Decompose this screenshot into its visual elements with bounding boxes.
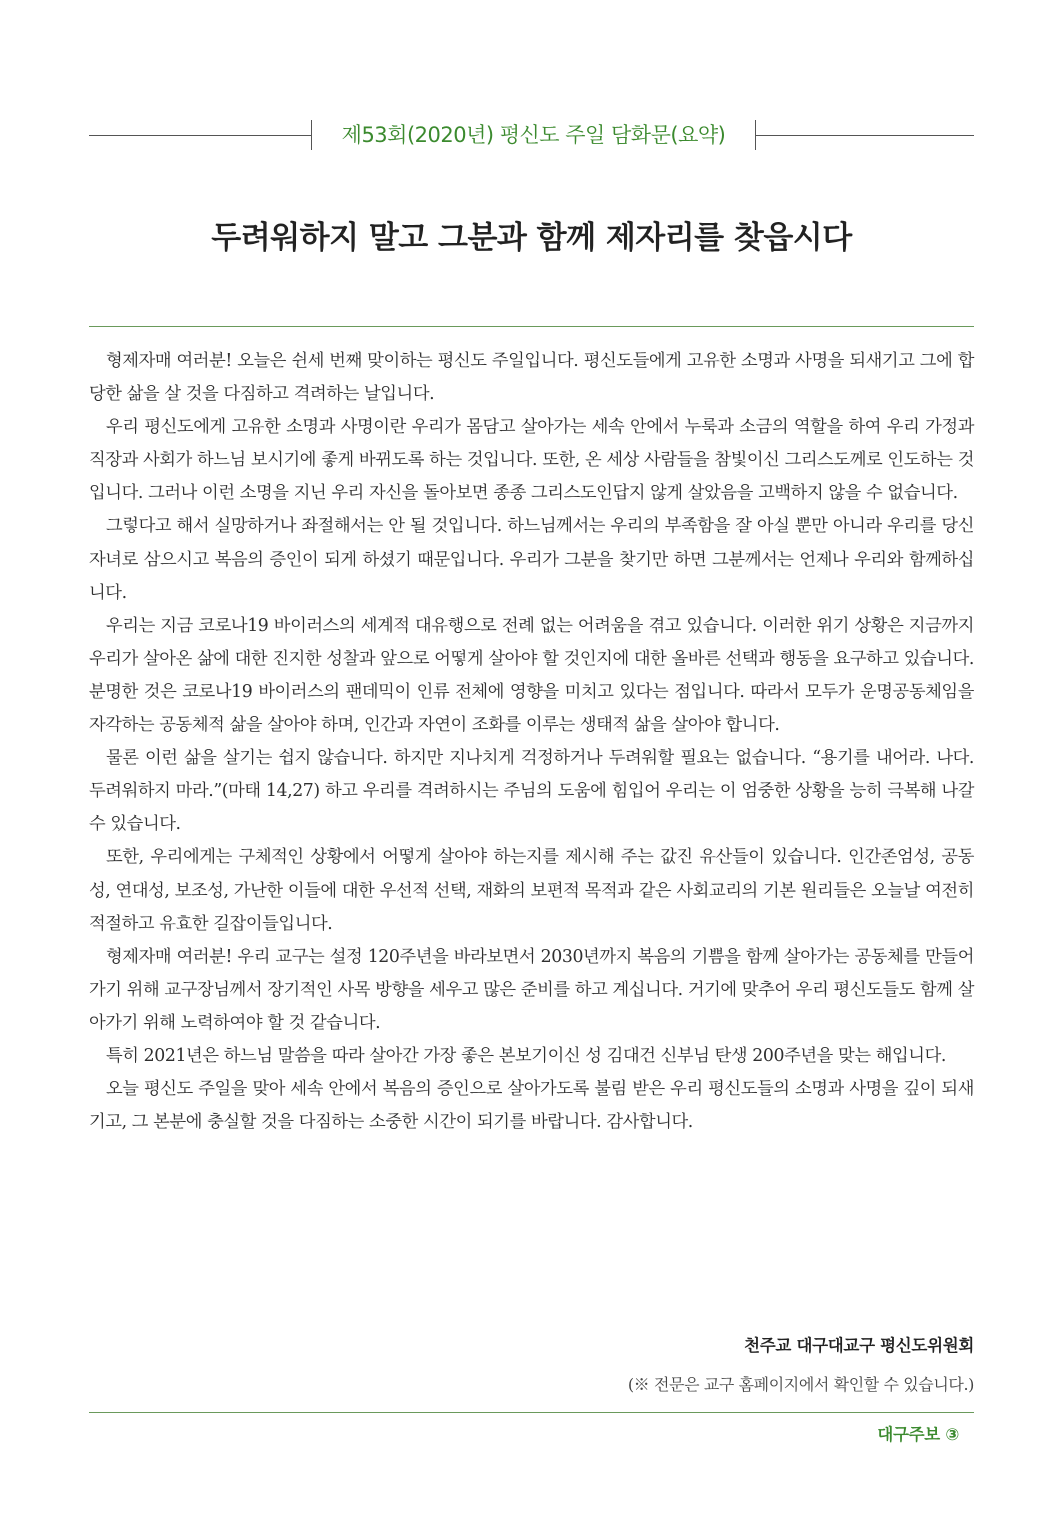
paragraph: 형제자매 여러분! 우리 교구는 설정 120주년을 바라보면서 2030년까지 복음의 기쁨을 함께 살아가는 공동체를 만들어가기 위해 교구장님께서 장기적인 사목 방향을 세우고 많은 준비를 하고 계십니다. 거기에 맞추어 우리 평신도들도 함께 살아가기 위해 노력하여야 할 것 같습니다. <box>89 946 974 1033</box>
page-footer: 대구주보 ③ <box>877 1425 959 1444</box>
header-bar <box>89 112 974 158</box>
paragraph: 형제자매 여러분! 오늘은 쉰세 번째 맞이하는 평신도 주일입니다. 평신도들에게 고유한 소명과 사명을 되새기고 그에 합당한 삶을 살 것을 다짐하고 격려하는 날입니다. <box>89 351 974 405</box>
paragraph: 물론 이런 삶을 살기는 쉽지 않습니다. 하지만 지나치게 걱정하거나 두려워할 필요는 없습니다. “용기를 내어라. 나다. 두려워하지 마라.”(마태 14,27) 하고 우리를 격려하시는 주님의 도움에 힘입어 우리는 이 엄중한 상황을 능히 극복해 나갈 수 있습니다. <box>89 748 974 835</box>
signature: 천주교 대구대교구 평신도위원회 <box>744 1336 974 1355</box>
header-rule-right <box>756 135 974 136</box>
header-rule-left <box>89 135 311 136</box>
paragraph: 또한, 우리에게는 구체적인 상황에서 어떻게 살아야 하는지를 제시해 주는 값진 유산들이 있습니다. 인간존엄성, 공동성, 연대성, 보조성, 가난한 이들에 대한 우선적 선택, 재화의 보편적 목적과 같은 사회교리의 기본 원리들은 오늘날 여전히 적절하고 유효한 길잡이들입니다. <box>89 847 975 934</box>
article-body <box>89 345 974 1139</box>
paragraph: 오늘 평신도 주일을 맞아 세속 안에서 복음의 증인으로 살아가도록 불림 받은 우리 평신도들의 소명과 사명을 깊이 되새기고, 그 본분에 충실할 것을 다짐하는 소중한 시간이 되기를 바랍니다. 감사합니다. <box>89 1079 974 1133</box>
divider-top <box>89 326 974 327</box>
paragraph: 그렇다고 해서 실망하거나 좌절해서는 안 될 것입니다. 하느님께서는 우리의 부족함을 잘 아실 뿐만 아니라 우리를 당신 자녀로 삼으시고 복음의 증인이 되게 하셨기 때문입니다. 우리가 그분을 찾기만 하면 그분께서는 언제나 우리와 함께하십니다. <box>89 516 974 603</box>
paragraph: 우리는 지금 코로나19 바이러스의 세계적 대유행으로 전례 없는 어려움을 겪고 있습니다. 이러한 위기 상황은 지금까지 우리가 살아온 삶에 대한 진지한 성찰과 앞으로 어떻게 살아야 할 것인지에 대한 올바른 선택과 행동을 요구하고 있습니다. 분명한 것은 코로나19 바이러스의 팬데믹이 인류 전체에 영향을 미치고 있다는 점입니다. 따라서 모두가 운명공동체임을 자각하는 공동체적 삶을 살아야 하며, 인간과 자연이 조화를 이루는 생태적 삶을 살아야 합니다. <box>89 615 975 736</box>
paragraph: 특히 2021년은 하느님 말씀을 따라 살아간 가장 좋은 본보기이신 성 김대건 신부님 탄생 200주년을 맞는 해입니다. <box>106 1045 946 1066</box>
footnote: (※ 전문은 교구 홈페이지에서 확인할 수 있습니다.) <box>627 1375 974 1394</box>
paragraph: 우리 평신도에게 고유한 소명과 사명이란 우리가 몸담고 살아가는 세속 안에서 누룩과 소금의 역할을 하여 우리 가정과 직장과 사회가 하느님 보시기에 좋게 바뀌도록 하는 것입니다. 또한, 온 세상 사람들을 참빛이신 그리스도께로 인도하는 것입니다. 그러나 이런 소명을 지닌 우리 자신을 돌아보면 종종 그리스도인답지 않게 살았음을 고백하지 않을 수 없습니다. <box>89 417 974 504</box>
page-title: 두려워하지 말고 그분과 함께 제자리를 찾읍시다 <box>211 220 852 256</box>
header-subtitle: 제53회(2020년) 평신도 주일 담화문(요약) <box>341 123 726 147</box>
divider-bottom <box>89 1412 974 1413</box>
